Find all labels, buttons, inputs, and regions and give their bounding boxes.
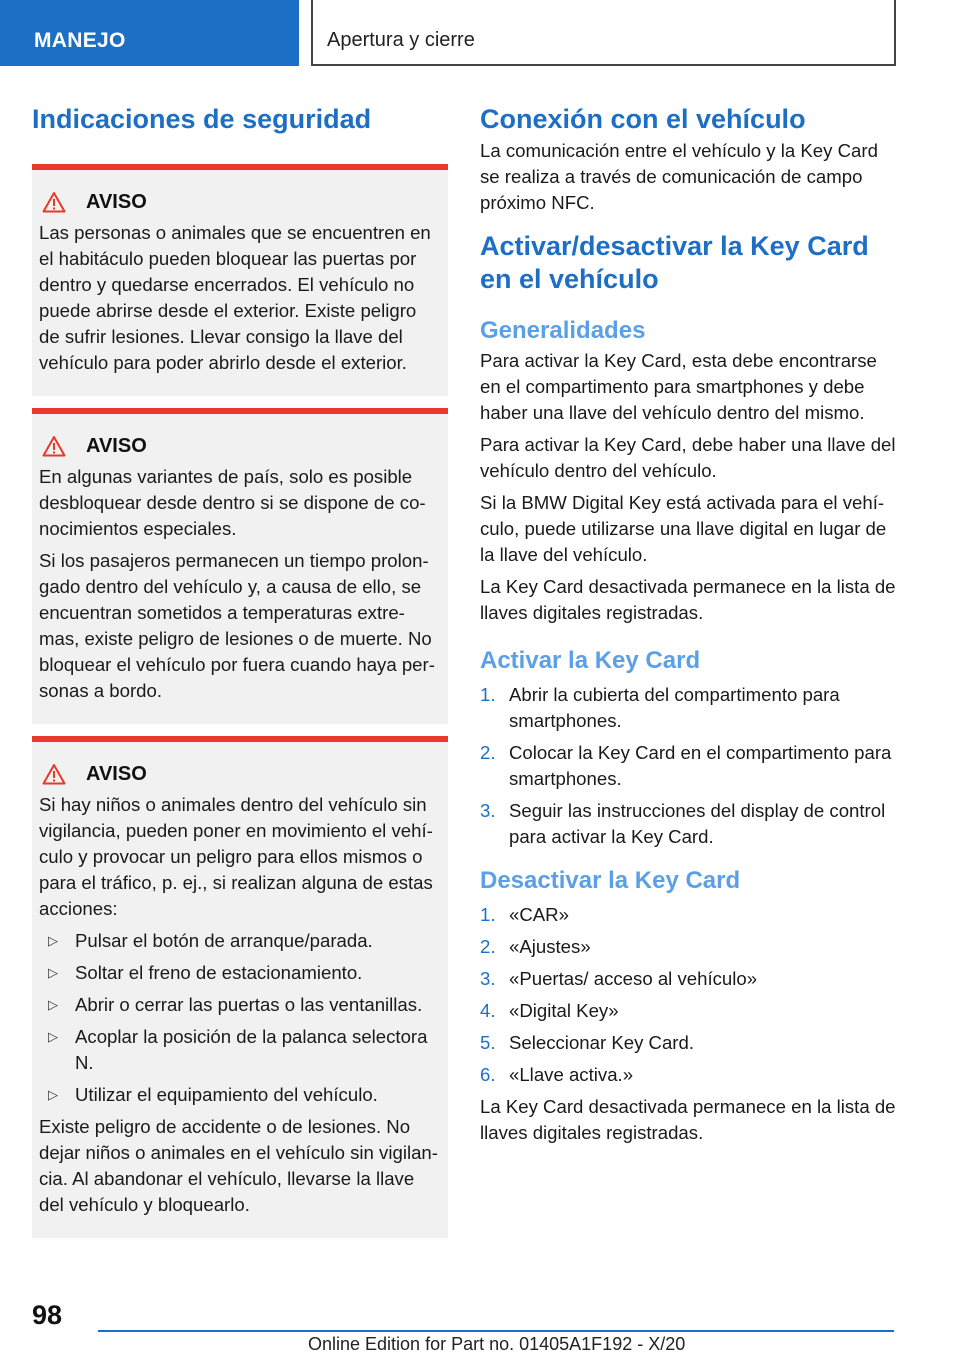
deactivate-steps bbox=[480, 902, 900, 1088]
left-column bbox=[32, 100, 448, 1238]
triangle-bullet-icon: ▷ bbox=[48, 997, 58, 1012]
triangle-bullet-icon: ▷ bbox=[48, 1087, 58, 1102]
subsection-title-deactivate: Desactivar la Key Card bbox=[480, 867, 741, 894]
page-header bbox=[0, 0, 960, 66]
activate-steps bbox=[480, 682, 900, 850]
warning-box bbox=[32, 408, 448, 724]
triangle-bullet-icon: ▷ bbox=[48, 965, 58, 980]
warning-text: En algunas variantes de país, solo es posible desbloquear desde dentro si se dispone de co-nocimientos especiales. bbox=[39, 466, 426, 539]
general-text: La Key Card desactivada permanece en la lista de llaves digitales registradas. bbox=[480, 576, 896, 623]
warning-label: AVISO bbox=[86, 190, 147, 213]
header-section-tab bbox=[0, 0, 299, 66]
triangle-bullet-icon: ▷ bbox=[48, 933, 58, 948]
list-item: ▷ Soltar el freno de estacionamiento. bbox=[39, 960, 440, 986]
warning-label: AVISO bbox=[86, 762, 147, 785]
list-item: ▷ Abrir o cerrar las puertas o las ventanillas. bbox=[39, 992, 440, 1018]
deactivate-note: La Key Card desactivada permanece en la lista de llaves digitales registradas. bbox=[480, 1096, 896, 1143]
right-column bbox=[480, 100, 900, 1146]
header-section-label: MANEJO bbox=[34, 29, 126, 52]
footer-divider bbox=[98, 1330, 894, 1332]
general-text: Para activar la Key Card, esta debe encontrarse en el compartimento para smartphones y debe haber una llave del vehículo dentro del mismo. bbox=[480, 350, 877, 423]
list-item: 3. Seguir las instrucciones del display de control para activar la Key Card. bbox=[480, 800, 886, 847]
section-title-activate-deactivate: Activar/desactivar la Key Card en el vehículo bbox=[480, 231, 869, 294]
subsection-title-activate: Activar la Key Card bbox=[480, 647, 701, 674]
footer-edition: Online Edition for Part no. 01405A1F192 - X/20 bbox=[308, 1334, 686, 1354]
list-item: 1. Abrir la cubierta del compartimento para smartphones. bbox=[480, 684, 840, 731]
warning-triangle-icon bbox=[42, 763, 78, 785]
connection-text: La comunicación entre el vehículo y la Key Card se realiza a través de comunicación de campo próximo NFC. bbox=[480, 140, 878, 213]
general-text: Si la BMW Digital Key está activada para el vehí-culo, puede utilizarse una llave digital en lugar de la llave del vehículo. bbox=[480, 492, 887, 565]
list-item: 5. Seleccionar Key Card. bbox=[480, 1032, 694, 1053]
list-item: 3. «Puertas/ acceso al vehículo» bbox=[480, 968, 758, 989]
triangle-bullet-icon: ▷ bbox=[48, 1029, 58, 1044]
list-item: 2. Colocar la Key Card en el compartimento para smartphones. bbox=[480, 742, 892, 789]
list-item: ▷ Acoplar la posición de la palanca selectora N. bbox=[39, 1024, 440, 1076]
list-item: 4. «Digital Key» bbox=[480, 1000, 619, 1021]
warning-text: Las personas o animales que se encuentren en el habitáculo pueden bloquear las puertas por dentro y quedarse encerrados. El vehículo no puede abrirse desde el exterior. Existe peligro de sufrir lesiones. Llevar consigo la llave del vehículo para poder abrirlo desde el exterior. bbox=[39, 222, 431, 373]
section-title-connection: Conexión con el vehículo bbox=[480, 104, 806, 134]
warning-text: Existe peligro de accidente o de lesiones. No dejar niños o animales en el vehículo sin vigilan-cia. Al abandonar el vehículo, llevarse la llave del vehículo y bloquearlo. bbox=[39, 1116, 438, 1215]
warning-triangle-icon bbox=[42, 191, 78, 213]
section-title-safety: Indicaciones de seguridad bbox=[32, 104, 372, 134]
list-item: 2. «Ajustes» bbox=[480, 936, 591, 957]
warning-text: Si los pasajeros permanecen un tiempo prolon-gado dentro del vehículo y, a causa de ello, se encuentran sometidos a temperaturas extre-mas, existe peligro de lesiones o de muerte. No bloquear el vehículo por fuera cuando haya per-sonas a bordo. bbox=[39, 550, 435, 701]
header-chapter-label: Apertura y cierre bbox=[327, 29, 475, 51]
subsection-title-general: Generalidades bbox=[480, 317, 646, 344]
warning-heading bbox=[39, 760, 440, 788]
warning-bullet-list bbox=[39, 928, 440, 1108]
warning-box bbox=[32, 164, 448, 396]
warning-heading bbox=[39, 432, 440, 460]
general-text: Para activar la Key Card, debe haber una llave del vehículo dentro del vehículo. bbox=[480, 434, 896, 481]
list-item: 6. «Llave activa.» bbox=[480, 1064, 634, 1085]
page-number: 98 bbox=[32, 1300, 63, 1330]
list-item: ▷ Pulsar el botón de arranque/parada. bbox=[39, 928, 440, 954]
header-chapter-box bbox=[311, 0, 896, 66]
warning-text: Si hay niños o animales dentro del vehículo sin vigilancia, pueden poner en movimiento el vehí-culo y provocar un peligro para ellos mismos o para el tráfico, p. ej., si realizan alguna de estas acciones: bbox=[39, 794, 433, 919]
list-item: ▷ Utilizar el equipamiento del vehículo. bbox=[39, 1082, 440, 1108]
list-item: 1. «CAR» bbox=[480, 904, 569, 925]
warning-triangle-icon bbox=[42, 435, 78, 457]
warning-label: AVISO bbox=[86, 434, 147, 457]
warning-heading bbox=[39, 188, 440, 216]
warning-box bbox=[32, 736, 448, 1238]
